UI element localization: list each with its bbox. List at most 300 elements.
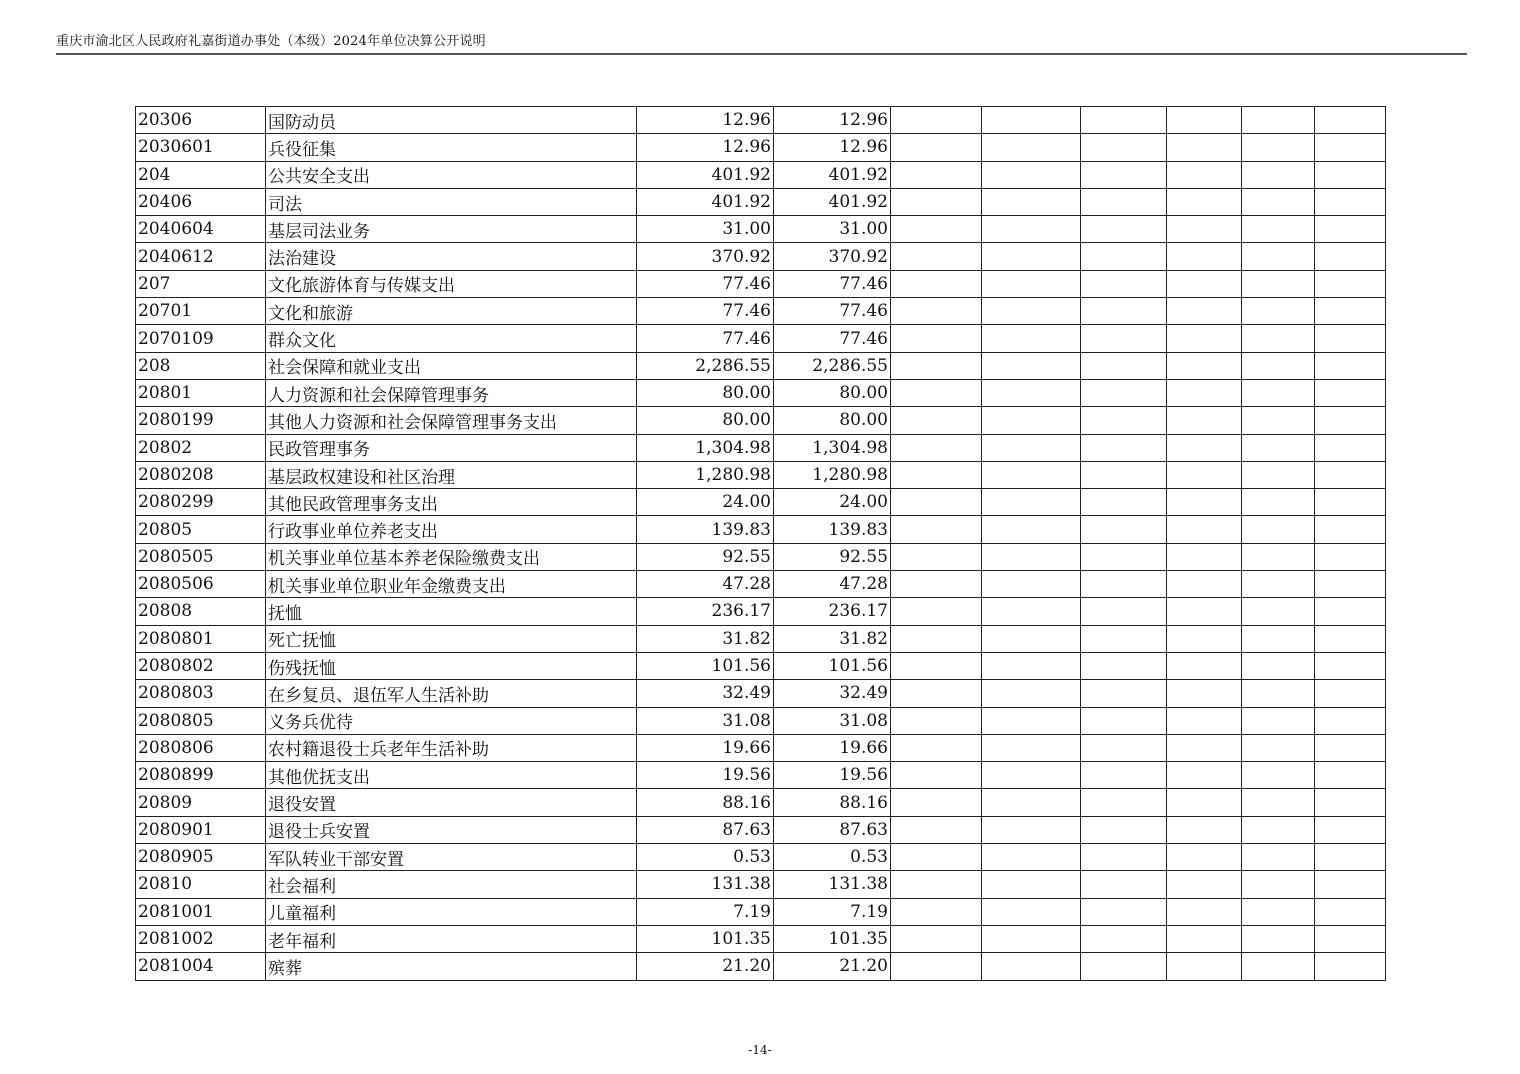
empty-cell: [1081, 707, 1167, 734]
amount-cell: 139.83: [637, 516, 774, 543]
table-row: [136, 925, 1386, 952]
empty-cell: [1242, 598, 1315, 625]
subject-code-cell: 204: [136, 161, 266, 188]
subject-code-cell: 20805: [136, 516, 266, 543]
subject-code-cell: 207: [136, 270, 266, 297]
empty-cell: [1167, 898, 1242, 925]
subject-code-cell: 20810: [136, 871, 266, 898]
amount-cell: 2,286.55: [637, 352, 774, 379]
amount-cell: 101.56: [637, 652, 774, 679]
subject-name-cell: 军队转业干部安置: [266, 844, 637, 871]
amount-cell: 77.46: [637, 325, 774, 352]
empty-cell: [891, 816, 982, 843]
empty-cell: [891, 953, 982, 980]
empty-cell: [891, 516, 982, 543]
amount-cell: 7.19: [774, 898, 891, 925]
empty-cell: [1081, 953, 1167, 980]
empty-cell: [1315, 188, 1386, 215]
empty-cell: [1081, 325, 1167, 352]
subject-code-cell: 20306: [136, 107, 266, 134]
empty-cell: [1081, 461, 1167, 488]
subject-code-cell: 2080802: [136, 652, 266, 679]
empty-cell: [1315, 598, 1386, 625]
empty-cell: [1242, 762, 1315, 789]
amount-cell: 401.92: [637, 161, 774, 188]
amount-cell: 31.82: [637, 625, 774, 652]
subject-name-cell: 农村籍退役士兵老年生活补助: [266, 734, 637, 761]
subject-code-cell: 2080801: [136, 625, 266, 652]
amount-cell: 101.35: [774, 925, 891, 952]
empty-cell: [1242, 243, 1315, 270]
subject-code-cell: 2080899: [136, 762, 266, 789]
subject-code-cell: 20809: [136, 789, 266, 816]
table-row: [136, 734, 1386, 761]
empty-cell: [1315, 652, 1386, 679]
table-row: [136, 543, 1386, 570]
amount-cell: 1,304.98: [637, 434, 774, 461]
empty-cell: [1315, 434, 1386, 461]
subject-code-cell: 2080505: [136, 543, 266, 570]
empty-cell: [1081, 107, 1167, 134]
empty-cell: [1315, 789, 1386, 816]
empty-cell: [891, 161, 982, 188]
empty-cell: [1315, 625, 1386, 652]
amount-cell: 12.96: [774, 134, 891, 161]
amount-cell: 31.08: [637, 707, 774, 734]
empty-cell: [1242, 816, 1315, 843]
amount-cell: 31.00: [637, 216, 774, 243]
empty-cell: [982, 816, 1081, 843]
empty-cell: [1242, 734, 1315, 761]
amount-cell: 12.96: [774, 107, 891, 134]
empty-cell: [891, 598, 982, 625]
empty-cell: [1315, 707, 1386, 734]
amount-cell: 131.38: [637, 871, 774, 898]
subject-code-cell: 2080299: [136, 489, 266, 516]
empty-cell: [1081, 161, 1167, 188]
empty-cell: [1081, 516, 1167, 543]
amount-cell: 236.17: [774, 598, 891, 625]
amount-cell: 31.08: [774, 707, 891, 734]
amount-cell: 92.55: [774, 543, 891, 570]
empty-cell: [1315, 325, 1386, 352]
empty-cell: [982, 571, 1081, 598]
subject-name-cell: 人力资源和社会保障管理事务: [266, 379, 637, 406]
amount-cell: 101.56: [774, 652, 891, 679]
empty-cell: [982, 161, 1081, 188]
subject-name-cell: 殡葬: [266, 953, 637, 980]
empty-cell: [891, 571, 982, 598]
empty-cell: [891, 707, 982, 734]
empty-cell: [1315, 734, 1386, 761]
amount-cell: 2,286.55: [774, 352, 891, 379]
subject-name-cell: 文化和旅游: [266, 298, 637, 325]
empty-cell: [982, 298, 1081, 325]
subject-code-cell: 20701: [136, 298, 266, 325]
empty-cell: [891, 871, 982, 898]
subject-name-cell: 群众文化: [266, 325, 637, 352]
empty-cell: [982, 461, 1081, 488]
empty-cell: [1081, 134, 1167, 161]
empty-cell: [982, 543, 1081, 570]
empty-cell: [1315, 898, 1386, 925]
empty-cell: [982, 598, 1081, 625]
empty-cell: [891, 379, 982, 406]
empty-cell: [982, 516, 1081, 543]
amount-cell: 80.00: [637, 379, 774, 406]
empty-cell: [1167, 598, 1242, 625]
subject-name-cell: 社会保障和就业支出: [266, 352, 637, 379]
amount-cell: 31.00: [774, 216, 891, 243]
budget-table: [135, 106, 1386, 981]
empty-cell: [1081, 352, 1167, 379]
empty-cell: [891, 325, 982, 352]
table-row: [136, 407, 1386, 434]
amount-cell: 77.46: [637, 270, 774, 297]
amount-cell: 47.28: [774, 571, 891, 598]
subject-code-cell: 20808: [136, 598, 266, 625]
subject-name-cell: 儿童福利: [266, 898, 637, 925]
empty-cell: [1315, 543, 1386, 570]
subject-name-cell: 退役士兵安置: [266, 816, 637, 843]
empty-cell: [1081, 898, 1167, 925]
empty-cell: [1081, 844, 1167, 871]
empty-cell: [1315, 298, 1386, 325]
empty-cell: [1242, 625, 1315, 652]
empty-cell: [982, 243, 1081, 270]
amount-cell: 92.55: [637, 543, 774, 570]
empty-cell: [1315, 461, 1386, 488]
empty-cell: [982, 188, 1081, 215]
subject-name-cell: 文化旅游体育与传媒支出: [266, 270, 637, 297]
empty-cell: [1167, 407, 1242, 434]
empty-cell: [1167, 379, 1242, 406]
empty-cell: [1167, 707, 1242, 734]
empty-cell: [1081, 789, 1167, 816]
amount-cell: 236.17: [637, 598, 774, 625]
empty-cell: [982, 871, 1081, 898]
empty-cell: [1315, 680, 1386, 707]
empty-cell: [1167, 925, 1242, 952]
empty-cell: [1315, 871, 1386, 898]
amount-cell: 47.28: [637, 571, 774, 598]
table-row: [136, 134, 1386, 161]
empty-cell: [891, 434, 982, 461]
empty-cell: [982, 379, 1081, 406]
empty-cell: [1315, 161, 1386, 188]
empty-cell: [891, 625, 982, 652]
empty-cell: [1081, 243, 1167, 270]
empty-cell: [1081, 625, 1167, 652]
table-row: [136, 516, 1386, 543]
empty-cell: [1081, 816, 1167, 843]
empty-cell: [982, 325, 1081, 352]
empty-cell: [1081, 680, 1167, 707]
amount-cell: 19.66: [637, 734, 774, 761]
empty-cell: [1167, 270, 1242, 297]
empty-cell: [982, 789, 1081, 816]
table-row: [136, 871, 1386, 898]
empty-cell: [1167, 625, 1242, 652]
empty-cell: [1242, 680, 1315, 707]
table-row: [136, 844, 1386, 871]
table-row: [136, 107, 1386, 134]
subject-code-cell: 2080905: [136, 844, 266, 871]
table-row: [136, 489, 1386, 516]
empty-cell: [1242, 489, 1315, 516]
subject-code-cell: 2080208: [136, 461, 266, 488]
amount-cell: 21.20: [774, 953, 891, 980]
empty-cell: [982, 652, 1081, 679]
empty-cell: [982, 270, 1081, 297]
header-divider: [56, 53, 1467, 55]
empty-cell: [891, 243, 982, 270]
amount-cell: 19.56: [637, 762, 774, 789]
empty-cell: [1315, 379, 1386, 406]
empty-cell: [891, 407, 982, 434]
empty-cell: [1081, 298, 1167, 325]
empty-cell: [1242, 161, 1315, 188]
amount-cell: 1,304.98: [774, 434, 891, 461]
subject-code-cell: 2080901: [136, 816, 266, 843]
empty-cell: [1167, 298, 1242, 325]
empty-cell: [1242, 379, 1315, 406]
empty-cell: [1167, 953, 1242, 980]
empty-cell: [1081, 489, 1167, 516]
empty-cell: [1242, 925, 1315, 952]
subject-name-cell: 其他人力资源和社会保障管理事务支出: [266, 407, 637, 434]
empty-cell: [891, 461, 982, 488]
empty-cell: [1315, 816, 1386, 843]
table-row: [136, 243, 1386, 270]
empty-cell: [1315, 243, 1386, 270]
empty-cell: [1167, 216, 1242, 243]
table-row: [136, 816, 1386, 843]
subject-code-cell: 208: [136, 352, 266, 379]
empty-cell: [982, 434, 1081, 461]
amount-cell: 77.46: [774, 325, 891, 352]
empty-cell: [1242, 188, 1315, 215]
empty-cell: [1315, 953, 1386, 980]
amount-cell: 88.16: [637, 789, 774, 816]
subject-name-cell: 兵役征集: [266, 134, 637, 161]
table-row: [136, 461, 1386, 488]
empty-cell: [1242, 844, 1315, 871]
amount-cell: 32.49: [774, 680, 891, 707]
table-row: [136, 270, 1386, 297]
empty-cell: [891, 134, 982, 161]
subject-code-cell: 2080506: [136, 571, 266, 598]
empty-cell: [1081, 571, 1167, 598]
amount-cell: 87.63: [637, 816, 774, 843]
amount-cell: 77.46: [637, 298, 774, 325]
subject-name-cell: 基层司法业务: [266, 216, 637, 243]
amount-cell: 21.20: [637, 953, 774, 980]
empty-cell: [891, 489, 982, 516]
empty-cell: [1167, 543, 1242, 570]
empty-cell: [982, 107, 1081, 134]
empty-cell: [1315, 216, 1386, 243]
empty-cell: [1081, 734, 1167, 761]
empty-cell: [1167, 161, 1242, 188]
empty-cell: [1242, 352, 1315, 379]
subject-name-cell: 司法: [266, 188, 637, 215]
empty-cell: [982, 489, 1081, 516]
empty-cell: [1081, 434, 1167, 461]
empty-cell: [1242, 652, 1315, 679]
document-header-title: 重庆市渝北区人民政府礼嘉街道办事处（本级）2024年单位决算公开说明: [56, 34, 486, 49]
empty-cell: [1242, 953, 1315, 980]
subject-code-cell: 2080806: [136, 734, 266, 761]
table-row: [136, 352, 1386, 379]
empty-cell: [1081, 379, 1167, 406]
empty-cell: [1315, 489, 1386, 516]
empty-cell: [891, 734, 982, 761]
empty-cell: [891, 680, 982, 707]
subject-name-cell: 民政管理事务: [266, 434, 637, 461]
table-row: [136, 680, 1386, 707]
empty-cell: [1315, 270, 1386, 297]
empty-cell: [982, 898, 1081, 925]
subject-code-cell: 20802: [136, 434, 266, 461]
empty-cell: [1167, 680, 1242, 707]
empty-cell: [891, 298, 982, 325]
empty-cell: [891, 352, 982, 379]
empty-cell: [1167, 461, 1242, 488]
empty-cell: [1081, 543, 1167, 570]
empty-cell: [1081, 270, 1167, 297]
empty-cell: [1242, 325, 1315, 352]
table-row: [136, 652, 1386, 679]
empty-cell: [1167, 134, 1242, 161]
subject-code-cell: 2081002: [136, 925, 266, 952]
empty-cell: [1081, 871, 1167, 898]
amount-cell: 12.96: [637, 107, 774, 134]
empty-cell: [982, 925, 1081, 952]
empty-cell: [982, 707, 1081, 734]
empty-cell: [1315, 571, 1386, 598]
empty-cell: [982, 953, 1081, 980]
subject-name-cell: 机关事业单位基本养老保险缴费支出: [266, 543, 637, 570]
subject-name-cell: 义务兵优待: [266, 707, 637, 734]
empty-cell: [1242, 543, 1315, 570]
empty-cell: [1081, 925, 1167, 952]
amount-cell: 0.53: [774, 844, 891, 871]
empty-cell: [1081, 407, 1167, 434]
empty-cell: [1167, 489, 1242, 516]
table-row: [136, 598, 1386, 625]
amount-cell: 370.92: [637, 243, 774, 270]
empty-cell: [1242, 871, 1315, 898]
amount-cell: 80.00: [774, 407, 891, 434]
page-number: -14-: [748, 1043, 772, 1057]
amount-cell: 19.66: [774, 734, 891, 761]
subject-code-cell: 2070109: [136, 325, 266, 352]
table-row: [136, 571, 1386, 598]
empty-cell: [1167, 652, 1242, 679]
subject-name-cell: 行政事业单位养老支出: [266, 516, 637, 543]
amount-cell: 0.53: [637, 844, 774, 871]
empty-cell: [1242, 707, 1315, 734]
empty-cell: [1167, 516, 1242, 543]
amount-cell: 370.92: [774, 243, 891, 270]
empty-cell: [1167, 571, 1242, 598]
empty-cell: [982, 352, 1081, 379]
subject-name-cell: 公共安全支出: [266, 161, 637, 188]
empty-cell: [1242, 789, 1315, 816]
subject-code-cell: 20406: [136, 188, 266, 215]
table-row: [136, 625, 1386, 652]
subject-code-cell: 2081004: [136, 953, 266, 980]
table-row: [136, 789, 1386, 816]
empty-cell: [1242, 461, 1315, 488]
amount-cell: 88.16: [774, 789, 891, 816]
subject-name-cell: 伤残抚恤: [266, 652, 637, 679]
table-row: [136, 953, 1386, 980]
amount-cell: 12.96: [637, 134, 774, 161]
empty-cell: [982, 762, 1081, 789]
empty-cell: [982, 407, 1081, 434]
subject-code-cell: 2080803: [136, 680, 266, 707]
amount-cell: 24.00: [637, 489, 774, 516]
table-row: [136, 707, 1386, 734]
empty-cell: [1167, 789, 1242, 816]
empty-cell: [1242, 298, 1315, 325]
table-row: [136, 434, 1386, 461]
empty-cell: [891, 762, 982, 789]
amount-cell: 401.92: [774, 188, 891, 215]
empty-cell: [1167, 107, 1242, 134]
table-row: [136, 898, 1386, 925]
empty-cell: [1315, 925, 1386, 952]
amount-cell: 1,280.98: [637, 461, 774, 488]
empty-cell: [1242, 407, 1315, 434]
empty-cell: [1081, 216, 1167, 243]
subject-name-cell: 其他优抚支出: [266, 762, 637, 789]
empty-cell: [982, 734, 1081, 761]
subject-name-cell: 社会福利: [266, 871, 637, 898]
empty-cell: [1242, 107, 1315, 134]
amount-cell: 139.83: [774, 516, 891, 543]
empty-cell: [891, 789, 982, 816]
empty-cell: [982, 216, 1081, 243]
subject-code-cell: 2080805: [136, 707, 266, 734]
subject-name-cell: 法治建设: [266, 243, 637, 270]
empty-cell: [891, 898, 982, 925]
empty-cell: [982, 134, 1081, 161]
amount-cell: 80.00: [774, 379, 891, 406]
amount-cell: 77.46: [774, 298, 891, 325]
empty-cell: [982, 844, 1081, 871]
subject-name-cell: 国防动员: [266, 107, 637, 134]
subject-name-cell: 机关事业单位职业年金缴费支出: [266, 571, 637, 598]
amount-cell: 31.82: [774, 625, 891, 652]
amount-cell: 7.19: [637, 898, 774, 925]
table-row: [136, 161, 1386, 188]
subject-name-cell: 在乡复员、退伍军人生活补助: [266, 680, 637, 707]
amount-cell: 32.49: [637, 680, 774, 707]
empty-cell: [1315, 352, 1386, 379]
subject-name-cell: 基层政权建设和社区治理: [266, 461, 637, 488]
subject-code-cell: 2081001: [136, 898, 266, 925]
budget-table-body: [136, 107, 1386, 981]
empty-cell: [1315, 844, 1386, 871]
subject-name-cell: 死亡抚恤: [266, 625, 637, 652]
subject-code-cell: 2080199: [136, 407, 266, 434]
empty-cell: [1167, 871, 1242, 898]
amount-cell: 401.92: [637, 188, 774, 215]
table-row: [136, 762, 1386, 789]
